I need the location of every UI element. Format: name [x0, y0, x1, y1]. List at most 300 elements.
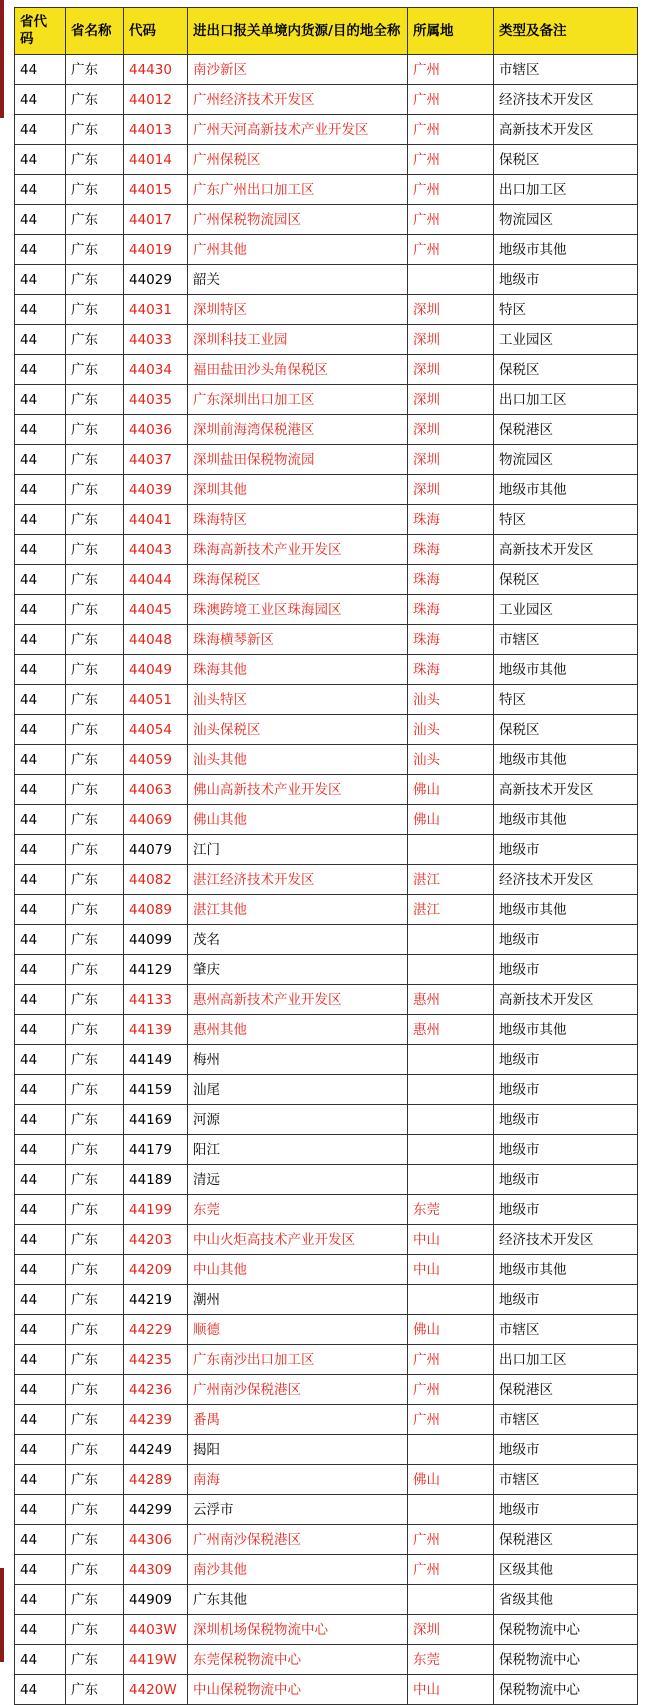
type-cell: 市辖区: [494, 1315, 638, 1345]
province-code-cell: 44: [15, 535, 66, 565]
city-cell: [408, 1435, 494, 1465]
type-cell: 地级市: [494, 1045, 638, 1075]
code-cell: 44229: [124, 1315, 188, 1345]
table-row: [15, 235, 638, 265]
code-cell: 44013: [124, 115, 188, 145]
table-row: [15, 625, 638, 655]
code-cell: 44089: [124, 895, 188, 925]
type-cell: 市辖区: [494, 625, 638, 655]
type-cell: 物流园区: [494, 445, 638, 475]
table-row: [15, 415, 638, 445]
table-row: [15, 685, 638, 715]
city-cell: [408, 955, 494, 985]
full-name-cell: 湛江其他: [188, 895, 408, 925]
province-name-cell: 广东: [66, 325, 124, 355]
table-row: [15, 1615, 638, 1645]
province-name-cell: 广东: [66, 535, 124, 565]
province-name-cell: 广东: [66, 685, 124, 715]
code-cell: 44017: [124, 205, 188, 235]
province-code-cell: 44: [15, 175, 66, 205]
province-name-cell: 广东: [66, 1225, 124, 1255]
type-cell: 地级市: [494, 1435, 638, 1465]
code-cell: 44019: [124, 235, 188, 265]
table-row: [15, 1645, 638, 1675]
province-code-cell: 44: [15, 715, 66, 745]
code-cell: 44169: [124, 1105, 188, 1135]
type-cell: 地级市其他: [494, 1255, 638, 1285]
type-cell: 高新技术开发区: [494, 535, 638, 565]
province-code-cell: 44: [15, 325, 66, 355]
code-cell: 44029: [124, 265, 188, 295]
full-name-cell: 广州南沙保税港区: [188, 1375, 408, 1405]
type-cell: 高新技术开发区: [494, 775, 638, 805]
province-name-cell: 广东: [66, 835, 124, 865]
city-cell: 惠州: [408, 1015, 494, 1045]
province-code-cell: 44: [15, 1255, 66, 1285]
province-code-cell: 44: [15, 1105, 66, 1135]
city-cell: 深圳: [408, 415, 494, 445]
province-code-cell: 44: [15, 1495, 66, 1525]
header-province-name: 省名称: [66, 8, 124, 55]
code-cell: 44309: [124, 1555, 188, 1585]
province-name-cell: 广东: [66, 1015, 124, 1045]
code-cell: 44139: [124, 1015, 188, 1045]
province-name-cell: 广东: [66, 1615, 124, 1645]
city-cell: [408, 1105, 494, 1135]
province-code-cell: 44: [15, 1645, 66, 1675]
province-name-cell: 广东: [66, 1345, 124, 1375]
left-edge-bar-top: [0, 0, 4, 118]
full-name-cell: 广州天河高新技术产业开发区: [188, 115, 408, 145]
table-row: [15, 955, 638, 985]
city-cell: [408, 835, 494, 865]
city-cell: 汕头: [408, 715, 494, 745]
type-cell: 省级其他: [494, 1585, 638, 1615]
table-row: [15, 565, 638, 595]
customs-region-code-table: [14, 7, 638, 1705]
city-cell: 佛山: [408, 1465, 494, 1495]
city-cell: 佛山: [408, 1315, 494, 1345]
code-cell: 44044: [124, 565, 188, 595]
province-name-cell: 广东: [66, 565, 124, 595]
table-row: [15, 1405, 638, 1435]
full-name-cell: 阳江: [188, 1135, 408, 1165]
full-name-cell: 惠州高新技术产业开发区: [188, 985, 408, 1015]
code-cell: 44909: [124, 1585, 188, 1615]
province-code-cell: 44: [15, 895, 66, 925]
full-name-cell: 深圳特区: [188, 295, 408, 325]
province-name-cell: 广东: [66, 235, 124, 265]
type-cell: 经济技术开发区: [494, 865, 638, 895]
code-cell: 4403W: [124, 1615, 188, 1645]
province-name-cell: 广东: [66, 175, 124, 205]
type-cell: 地级市: [494, 265, 638, 295]
type-cell: 工业园区: [494, 325, 638, 355]
header-code: 代码: [124, 8, 188, 55]
full-name-cell: 汕尾: [188, 1075, 408, 1105]
province-code-cell: 44: [15, 865, 66, 895]
province-name-cell: 广东: [66, 625, 124, 655]
province-name-cell: 广东: [66, 925, 124, 955]
city-cell: 广州: [408, 1525, 494, 1555]
province-name-cell: 广东: [66, 265, 124, 295]
full-name-cell: 珠海高新技术产业开发区: [188, 535, 408, 565]
province-name-cell: 广东: [66, 355, 124, 385]
province-name-cell: 广东: [66, 595, 124, 625]
table-row: [15, 1555, 638, 1585]
code-cell: 44235: [124, 1345, 188, 1375]
type-cell: 物流园区: [494, 205, 638, 235]
province-code-cell: 44: [15, 625, 66, 655]
province-code-cell: 44: [15, 1195, 66, 1225]
type-cell: 区级其他: [494, 1555, 638, 1585]
header-province-code: 省代码: [15, 8, 66, 55]
city-cell: [408, 1135, 494, 1165]
full-name-cell: 广州经济技术开发区: [188, 85, 408, 115]
city-cell: 广州: [408, 205, 494, 235]
province-name-cell: 广东: [66, 1495, 124, 1525]
type-cell: 保税物流中心: [494, 1675, 638, 1705]
code-cell: 44133: [124, 985, 188, 1015]
province-name-cell: 广东: [66, 145, 124, 175]
province-code-cell: 44: [15, 1015, 66, 1045]
table-row: [15, 205, 638, 235]
code-cell: 44079: [124, 835, 188, 865]
full-name-cell: 深圳科技工业园: [188, 325, 408, 355]
province-name-cell: 广东: [66, 1165, 124, 1195]
province-code-cell: 44: [15, 445, 66, 475]
type-cell: 保税区: [494, 145, 638, 175]
province-code-cell: 44: [15, 955, 66, 985]
province-name-cell: 广东: [66, 415, 124, 445]
type-cell: 保税物流中心: [494, 1645, 638, 1675]
type-cell: 地级市: [494, 1495, 638, 1525]
code-cell: 44129: [124, 955, 188, 985]
province-code-cell: 44: [15, 775, 66, 805]
city-cell: 惠州: [408, 985, 494, 1015]
type-cell: 地级市: [494, 1075, 638, 1105]
code-cell: 44069: [124, 805, 188, 835]
full-name-cell: 东莞: [188, 1195, 408, 1225]
code-cell: 44039: [124, 475, 188, 505]
city-cell: [408, 1285, 494, 1315]
province-code-cell: 44: [15, 655, 66, 685]
province-name-cell: 广东: [66, 715, 124, 745]
code-cell: 44063: [124, 775, 188, 805]
table-row: [15, 1315, 638, 1345]
province-code-cell: 44: [15, 1165, 66, 1195]
table-row: [15, 1285, 638, 1315]
province-name-cell: 广东: [66, 1045, 124, 1075]
province-code-cell: 44: [15, 1345, 66, 1375]
type-cell: 保税港区: [494, 1525, 638, 1555]
type-cell: 保税区: [494, 355, 638, 385]
type-cell: 地级市: [494, 1165, 638, 1195]
type-cell: 地级市其他: [494, 745, 638, 775]
type-cell: 出口加工区: [494, 385, 638, 415]
province-code-cell: 44: [15, 1135, 66, 1165]
province-code-cell: 44: [15, 1225, 66, 1255]
table-row: [15, 1015, 638, 1045]
full-name-cell: 广东南沙出口加工区: [188, 1345, 408, 1375]
table-row: [15, 385, 638, 415]
left-edge-bar-bottom: [0, 1568, 4, 1662]
full-name-cell: 清远: [188, 1165, 408, 1195]
city-cell: [408, 1075, 494, 1105]
province-code-cell: 44: [15, 835, 66, 865]
table-row: [15, 805, 638, 835]
full-name-cell: 广州南沙保税港区: [188, 1525, 408, 1555]
province-name-cell: 广东: [66, 505, 124, 535]
table-header-row: [15, 8, 638, 55]
city-cell: 东莞: [408, 1195, 494, 1225]
code-cell: 44037: [124, 445, 188, 475]
table-row: [15, 835, 638, 865]
code-cell: 44049: [124, 655, 188, 685]
full-name-cell: 汕头其他: [188, 745, 408, 775]
type-cell: 保税港区: [494, 415, 638, 445]
code-cell: 44015: [124, 175, 188, 205]
city-cell: 深圳: [408, 295, 494, 325]
province-code-cell: 44: [15, 1045, 66, 1075]
type-cell: 地级市其他: [494, 655, 638, 685]
table-row: [15, 505, 638, 535]
full-name-cell: 中山其他: [188, 1255, 408, 1285]
full-name-cell: 广州保税区: [188, 145, 408, 175]
full-name-cell: 广东深圳出口加工区: [188, 385, 408, 415]
header-city: 所属地: [408, 8, 494, 55]
province-name-cell: 广东: [66, 865, 124, 895]
province-code-cell: 44: [15, 1315, 66, 1345]
city-cell: 珠海: [408, 625, 494, 655]
code-cell: 44219: [124, 1285, 188, 1315]
code-cell: 44054: [124, 715, 188, 745]
type-cell: 保税区: [494, 715, 638, 745]
province-name-cell: 广东: [66, 115, 124, 145]
province-name-cell: 广东: [66, 1075, 124, 1105]
city-cell: 珠海: [408, 595, 494, 625]
header-full-name: 进出口报关单境内货源/目的地全称: [188, 8, 408, 55]
type-cell: 特区: [494, 295, 638, 325]
province-name-cell: 广东: [66, 955, 124, 985]
city-cell: 珠海: [408, 535, 494, 565]
full-name-cell: 珠澳跨境工业区珠海园区: [188, 595, 408, 625]
type-cell: 地级市其他: [494, 235, 638, 265]
city-cell: 东莞: [408, 1645, 494, 1675]
province-code-cell: 44: [15, 1465, 66, 1495]
type-cell: 工业园区: [494, 595, 638, 625]
province-name-cell: 广东: [66, 1645, 124, 1675]
city-cell: 广州: [408, 145, 494, 175]
table-row: [15, 595, 638, 625]
table-row: [15, 1585, 638, 1615]
city-cell: [408, 925, 494, 955]
city-cell: 佛山: [408, 775, 494, 805]
code-cell: 44430: [124, 55, 188, 85]
city-cell: 广州: [408, 1555, 494, 1585]
full-name-cell: 梅州: [188, 1045, 408, 1075]
province-code-cell: 44: [15, 355, 66, 385]
table-row: [15, 175, 638, 205]
city-cell: 深圳: [408, 325, 494, 355]
table-row: [15, 1345, 638, 1375]
city-cell: 深圳: [408, 445, 494, 475]
city-cell: 珠海: [408, 565, 494, 595]
code-cell: 44031: [124, 295, 188, 325]
city-cell: 湛江: [408, 865, 494, 895]
type-cell: 特区: [494, 685, 638, 715]
type-cell: 市辖区: [494, 1465, 638, 1495]
type-cell: 保税港区: [494, 1375, 638, 1405]
table-row: [15, 1225, 638, 1255]
city-cell: [408, 1585, 494, 1615]
table-row: [15, 55, 638, 85]
full-name-cell: 珠海横琴新区: [188, 625, 408, 655]
code-cell: 44203: [124, 1225, 188, 1255]
table-row: [15, 265, 638, 295]
table-row: [15, 1465, 638, 1495]
code-cell: 44041: [124, 505, 188, 535]
type-cell: 地级市: [494, 925, 638, 955]
full-name-cell: 中山保税物流中心: [188, 1675, 408, 1705]
code-cell: 44014: [124, 145, 188, 175]
table-row: [15, 745, 638, 775]
province-code-cell: 44: [15, 115, 66, 145]
city-cell: 珠海: [408, 655, 494, 685]
full-name-cell: 南沙其他: [188, 1555, 408, 1585]
code-cell: 44033: [124, 325, 188, 355]
full-name-cell: 深圳前海湾保税港区: [188, 415, 408, 445]
code-cell: 44289: [124, 1465, 188, 1495]
province-name-cell: 广东: [66, 1315, 124, 1345]
table-row: [15, 85, 638, 115]
code-cell: 4420W: [124, 1675, 188, 1705]
table-row: [15, 655, 638, 685]
table-row: [15, 775, 638, 805]
type-cell: 地级市其他: [494, 895, 638, 925]
full-name-cell: 深圳机场保税物流中心: [188, 1615, 408, 1645]
table-row: [15, 445, 638, 475]
table-row: [15, 295, 638, 325]
province-code-cell: 44: [15, 85, 66, 115]
province-code-cell: 44: [15, 685, 66, 715]
type-cell: 地级市: [494, 1135, 638, 1165]
city-cell: 深圳: [408, 1615, 494, 1645]
province-code-cell: 44: [15, 385, 66, 415]
full-name-cell: 云浮市: [188, 1495, 408, 1525]
city-cell: 深圳: [408, 355, 494, 385]
full-name-cell: 广州其他: [188, 235, 408, 265]
province-name-cell: 广东: [66, 1105, 124, 1135]
full-name-cell: 深圳盐田保税物流园: [188, 445, 408, 475]
code-cell: 44045: [124, 595, 188, 625]
province-code-cell: 44: [15, 55, 66, 85]
table-row: [15, 1525, 638, 1555]
province-code-cell: 44: [15, 205, 66, 235]
province-name-cell: 广东: [66, 55, 124, 85]
code-cell: 44149: [124, 1045, 188, 1075]
table-row: [15, 475, 638, 505]
type-cell: 地级市: [494, 1105, 638, 1135]
province-code-cell: 44: [15, 1285, 66, 1315]
table-row: [15, 535, 638, 565]
code-cell: 44099: [124, 925, 188, 955]
city-cell: 广州: [408, 175, 494, 205]
province-name-cell: 广东: [66, 385, 124, 415]
table-row: [15, 1195, 638, 1225]
full-name-cell: 南沙新区: [188, 55, 408, 85]
province-code-cell: 44: [15, 505, 66, 535]
code-cell: 44043: [124, 535, 188, 565]
province-code-cell: 44: [15, 565, 66, 595]
table-row: [15, 1105, 638, 1135]
code-cell: 44034: [124, 355, 188, 385]
full-name-cell: 中山火炬高技术产业开发区: [188, 1225, 408, 1255]
province-code-cell: 44: [15, 1075, 66, 1105]
type-cell: 特区: [494, 505, 638, 535]
full-name-cell: 顺德: [188, 1315, 408, 1345]
city-cell: [408, 265, 494, 295]
code-cell: 44249: [124, 1435, 188, 1465]
province-name-cell: 广东: [66, 1675, 124, 1705]
province-code-cell: 44: [15, 475, 66, 505]
province-name-cell: 广东: [66, 745, 124, 775]
province-code-cell: 44: [15, 1675, 66, 1705]
province-name-cell: 广东: [66, 985, 124, 1015]
province-code-cell: 44: [15, 1555, 66, 1585]
province-code-cell: 44: [15, 595, 66, 625]
province-name-cell: 广东: [66, 85, 124, 115]
full-name-cell: 湛江经济技术开发区: [188, 865, 408, 895]
province-name-cell: 广东: [66, 1285, 124, 1315]
type-cell: 保税物流中心: [494, 1615, 638, 1645]
full-name-cell: 珠海保税区: [188, 565, 408, 595]
type-cell: 地级市: [494, 955, 638, 985]
province-name-cell: 广东: [66, 1405, 124, 1435]
table-row: [15, 985, 638, 1015]
province-code-cell: 44: [15, 295, 66, 325]
code-cell: 44082: [124, 865, 188, 895]
full-name-cell: 福田盐田沙头角保税区: [188, 355, 408, 385]
code-cell: 44209: [124, 1255, 188, 1285]
table-row: [15, 715, 638, 745]
city-cell: 汕头: [408, 745, 494, 775]
province-code-cell: 44: [15, 745, 66, 775]
province-code-cell: 44: [15, 145, 66, 175]
full-name-cell: 佛山其他: [188, 805, 408, 835]
province-name-cell: 广东: [66, 1375, 124, 1405]
full-name-cell: 揭阳: [188, 1435, 408, 1465]
full-name-cell: 南海: [188, 1465, 408, 1495]
full-name-cell: 汕头特区: [188, 685, 408, 715]
table-row: [15, 145, 638, 175]
type-cell: 地级市: [494, 1195, 638, 1225]
city-cell: 中山: [408, 1225, 494, 1255]
type-cell: 出口加工区: [494, 1345, 638, 1375]
type-cell: 保税区: [494, 565, 638, 595]
type-cell: 经济技术开发区: [494, 1225, 638, 1255]
province-name-cell: 广东: [66, 895, 124, 925]
table-row: [15, 1075, 638, 1105]
province-code-cell: 44: [15, 1375, 66, 1405]
table-row: [15, 895, 638, 925]
table-row: [15, 925, 638, 955]
full-name-cell: 佛山高新技术产业开发区: [188, 775, 408, 805]
province-code-cell: 44: [15, 415, 66, 445]
table-row: [15, 1045, 638, 1075]
province-code-cell: 44: [15, 1585, 66, 1615]
province-name-cell: 广东: [66, 295, 124, 325]
